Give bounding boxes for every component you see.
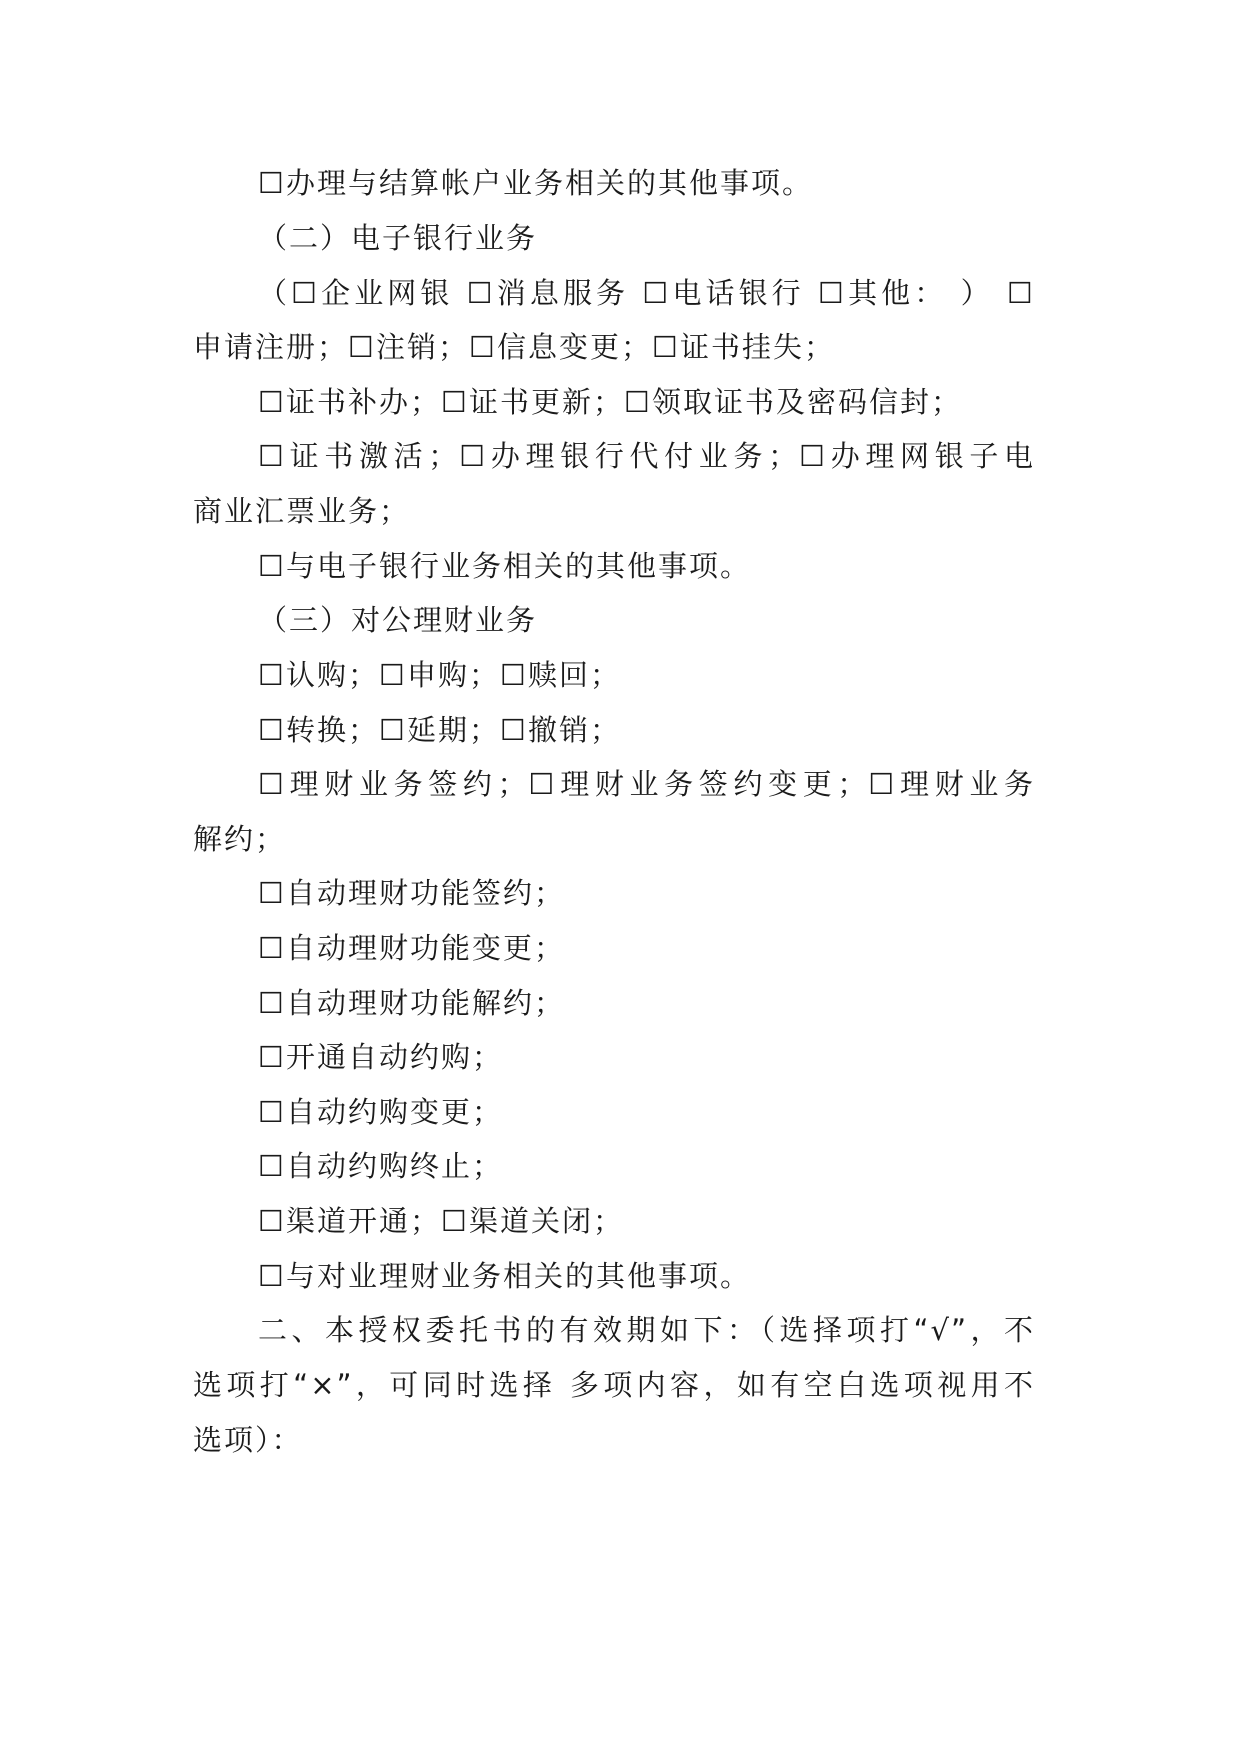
text-line: ☐与对业理财业务相关的其他事项。 <box>258 1259 751 1293</box>
text-line: ☐开通自动约购； <box>258 1040 503 1074</box>
text-line: ☐办理与结算帐户业务相关的其他事项。 <box>258 166 813 200</box>
text-line: ☐转换；☐延期；☐撤销； <box>258 713 621 747</box>
text-line: 申请注册；☐注销；☐信息变更；☐证书挂失； <box>193 330 835 364</box>
text-line: ☐与电子银行业务相关的其他事项。 <box>258 549 751 583</box>
text-line: ☐认购；☐申购；☐赎回； <box>258 658 621 692</box>
section-heading: （二）电子银行业务 <box>258 221 538 255</box>
text-line: ☐自动理财功能签约； <box>258 876 565 910</box>
section-heading: （三）对公理财业务 <box>258 603 538 637</box>
text-line: ☐渠道开通；☐渠道关闭； <box>258 1204 624 1238</box>
text-line: 选项打“×”，可同时选择 多项内容，如有空白选项视用不 <box>193 1368 1035 1402</box>
text-line: ☐证书激活；☐办理银行代付业务；☐办理网银子电 <box>258 439 1035 473</box>
text-line: ☐理财业务签约；☐理财业务签约变更；☐理财业务 <box>258 767 1035 801</box>
text-line: ☐自动理财功能解约； <box>258 986 565 1020</box>
text-line: 选项）： <box>193 1423 303 1457</box>
text-line: 商业汇票业务； <box>193 494 411 528</box>
text-line: 二、本授权委托书的有效期如下：（选择项打“√”，不 <box>258 1313 1035 1347</box>
text-line: 解约； <box>193 822 287 856</box>
text-line: ☐自动约购终止； <box>258 1149 503 1183</box>
text-line: ☐自动理财功能变更； <box>258 931 565 965</box>
text-line: （☐企业网银 ☐消息服务 ☐电话银行 ☐其他： ） ☐ <box>258 276 1035 310</box>
text-line: ☐证书补办；☐证书更新；☐领取证书及密码信封； <box>258 385 962 419</box>
text-line: ☐自动约购变更； <box>258 1095 503 1129</box>
